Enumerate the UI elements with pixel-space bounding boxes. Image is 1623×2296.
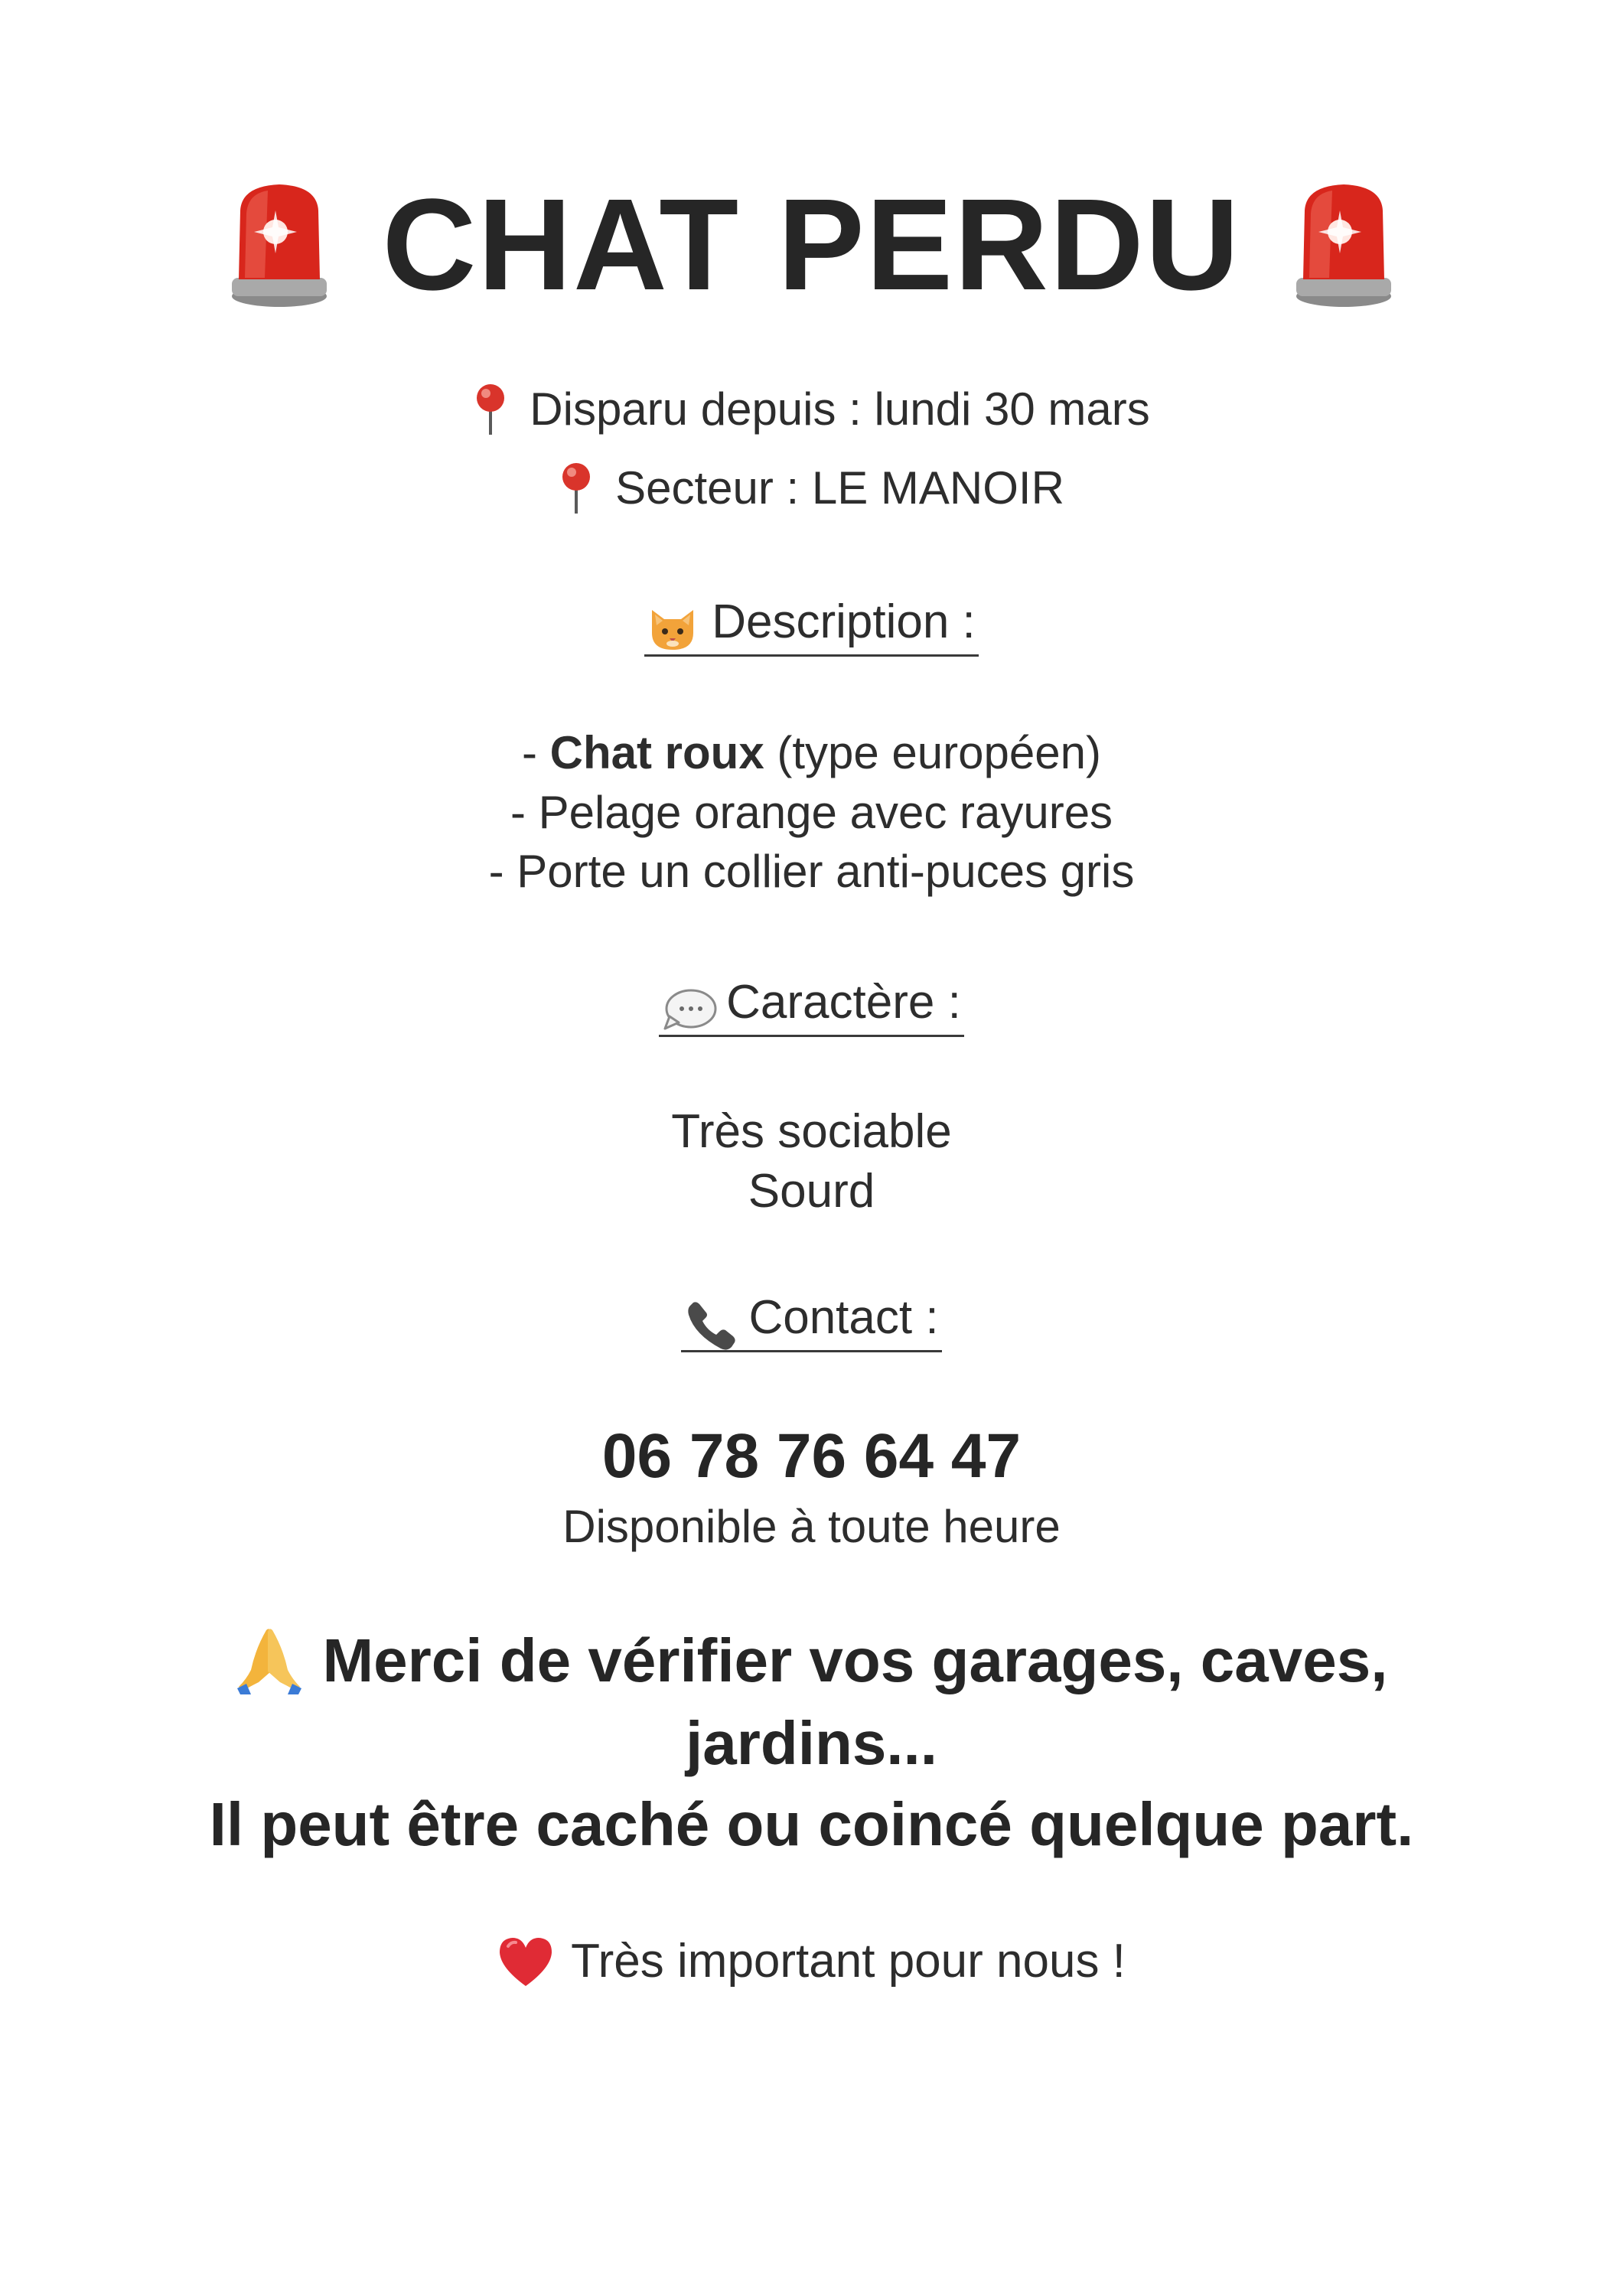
appeal-line-3: Il peut être caché ou coincé quelque part. (209, 1790, 1414, 1858)
disappeared-line (0, 379, 1623, 452)
sector-text: Secteur : LE MANOIR (615, 462, 1064, 514)
description-line-3: - Porte un collier anti-puces gris (488, 846, 1135, 897)
description-heading (644, 592, 979, 657)
footer-text: Très important pour nous ! (571, 1935, 1126, 1988)
character-heading-row (0, 972, 1623, 1037)
telephone-receiver-icon (684, 1298, 735, 1349)
character-line-1: Très sociable (671, 1105, 952, 1158)
appeal-line-1 (0, 1621, 1623, 1715)
round-pushpin-icon (559, 461, 594, 515)
speech-balloon-icon (662, 983, 712, 1033)
round-pushpin-icon (473, 383, 508, 436)
contact-heading-text: Contact : (748, 1291, 939, 1344)
description-line-1 (0, 723, 1623, 783)
contact-heading (681, 1287, 941, 1352)
cat-type-bold: Chat roux (549, 727, 764, 778)
description-line-2: - Pelage orange avec rayures (510, 787, 1113, 838)
character-heading (659, 972, 964, 1037)
title-row (0, 172, 1623, 318)
footer-line (0, 1930, 1623, 2004)
cat-face-icon (647, 602, 698, 653)
page-title: CHAT PERDU (382, 172, 1241, 318)
contact-heading-row (0, 1287, 1623, 1352)
folded-hands-icon (236, 1626, 303, 1696)
cat-type-rest: (type européen) (764, 727, 1101, 778)
appeal-line-2: jardins... (686, 1709, 937, 1777)
appeal-text-1: Merci de vérifier vos garages, caves, (322, 1626, 1388, 1694)
police-light-icon (1294, 180, 1393, 310)
description-heading-text: Description : (712, 595, 976, 648)
red-heart-icon (497, 1936, 554, 1988)
sector-line (0, 458, 1623, 530)
availability-text: Disponible à toute heure (562, 1501, 1061, 1552)
character-line-2: Sourd (748, 1165, 875, 1218)
list-dash: - (522, 727, 550, 778)
description-heading-row (0, 592, 1623, 657)
police-light-icon (230, 180, 329, 310)
disappeared-text: Disparu depuis : lundi 30 mars (530, 383, 1150, 435)
phone-number: 06 78 76 64 47 (601, 1421, 1022, 1491)
character-heading-text: Caractère : (726, 976, 961, 1029)
